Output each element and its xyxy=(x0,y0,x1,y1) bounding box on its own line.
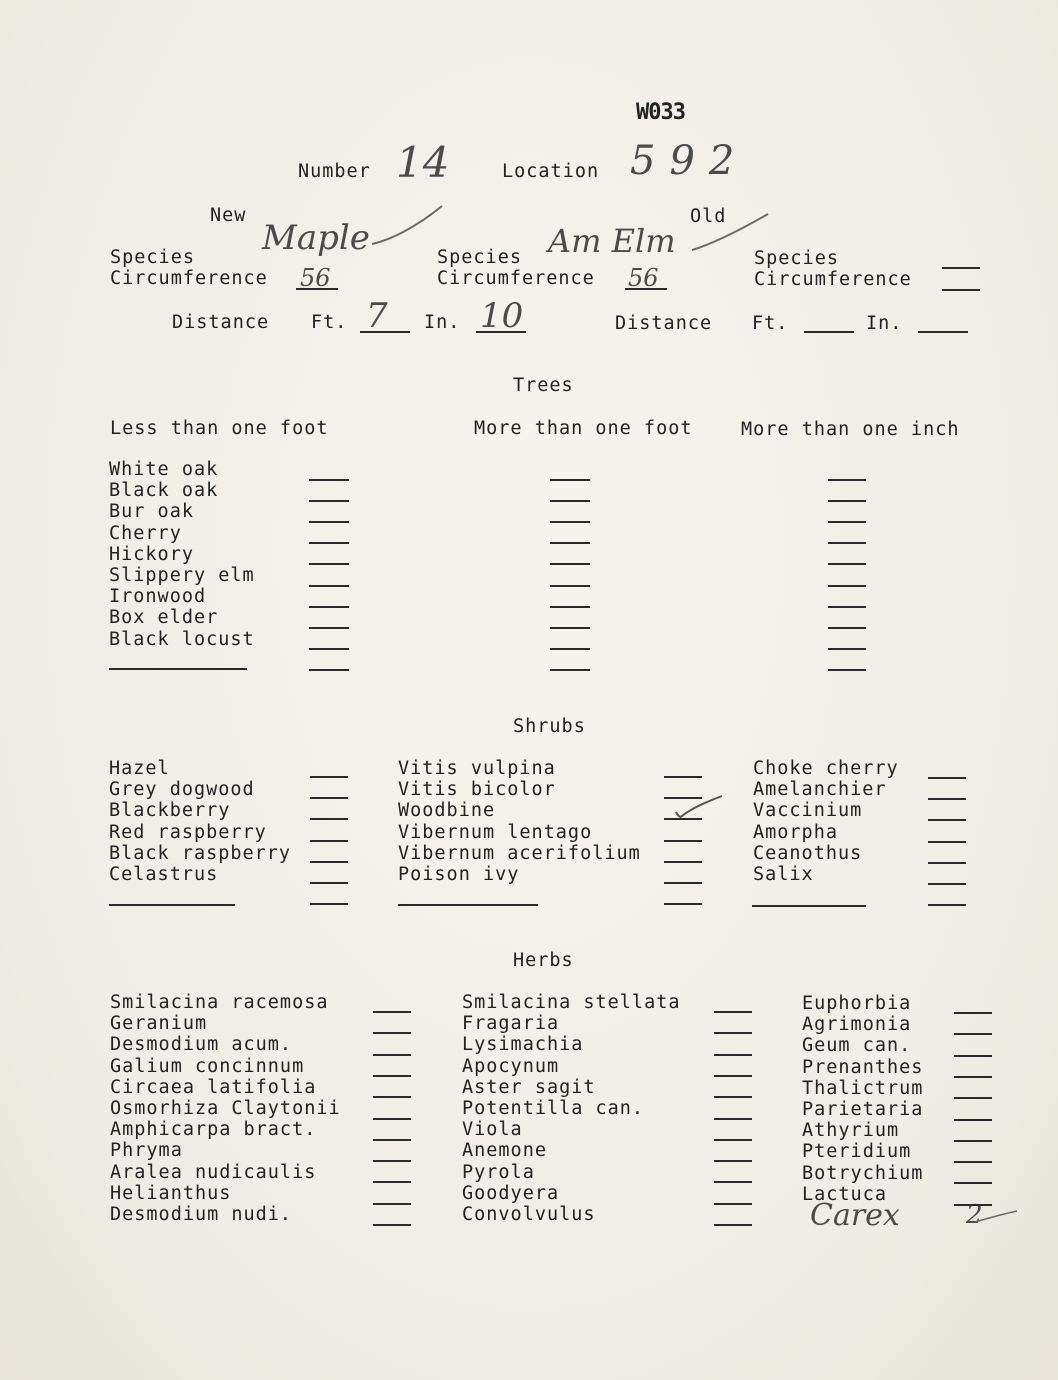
answer-blank-line xyxy=(550,585,590,587)
herb-species-item: Helianthus xyxy=(110,1182,232,1204)
herb-species-item: Thalictrum xyxy=(802,1077,924,1099)
species-label-old1: Species xyxy=(437,247,522,268)
old2-species-blank xyxy=(942,267,980,269)
in-label-1: In. xyxy=(424,312,461,333)
herb-species-item: Euphorbia xyxy=(802,993,912,1014)
tree-species-item: Bur oak xyxy=(109,501,194,523)
answer-blank-line xyxy=(310,840,348,842)
herb-species-item: Anemone xyxy=(462,1140,547,1162)
shrub-species-item: Woodbine xyxy=(398,800,496,822)
trees-col1-heading: Less than one foot xyxy=(110,418,329,439)
old-label: Old xyxy=(690,206,727,227)
herb-species-item: Smilacina stellata xyxy=(462,992,681,1013)
woodbine-check-icon xyxy=(670,794,730,824)
herb-species-item: Goodyera xyxy=(462,1182,560,1204)
answer-blank-line xyxy=(954,1055,992,1057)
ft-label-1: Ft. xyxy=(311,312,348,333)
trees-more-than-foot-blanks xyxy=(550,479,590,679)
tree-species-item: Slippery elm xyxy=(109,564,255,586)
herbs-title: Herbs xyxy=(513,950,574,971)
distance-ft-blank-2 xyxy=(804,331,854,333)
herb-species-item: Lactuca xyxy=(802,1183,887,1205)
distance-label-2: Distance xyxy=(615,313,713,334)
old2-circumference-blank xyxy=(942,289,980,291)
answer-blank-line xyxy=(928,904,966,906)
answer-blank-line xyxy=(954,1012,992,1014)
answer-blank-line xyxy=(714,1011,752,1013)
herb-species-item: Geum can. xyxy=(802,1035,912,1057)
answer-blank-line xyxy=(714,1203,752,1205)
shrub-species-item: Red raspberry xyxy=(109,821,267,843)
distance-in-blank-2 xyxy=(918,331,968,333)
answer-blank-line xyxy=(550,521,590,523)
shrubs-col1-extra-blank xyxy=(109,904,235,906)
circumference-label-new: Circumference xyxy=(110,268,268,289)
tree-species-item: White oak xyxy=(109,459,219,480)
herb-species-item: Potentilla can. xyxy=(462,1097,645,1119)
herb-species-item: Aralea nudicaulis xyxy=(110,1161,317,1183)
stamp-number xyxy=(636,100,685,125)
answer-blank-line xyxy=(550,606,590,608)
shrub-species-item: Grey dogwood xyxy=(109,779,255,801)
answer-blank-line xyxy=(373,1011,411,1013)
stamp-number-text: W033 xyxy=(636,100,685,125)
answer-blank-line xyxy=(373,1075,411,1077)
answer-blank-line xyxy=(828,500,866,502)
shrub-species-item: Vibernum acerifolium xyxy=(398,842,641,864)
answer-blank-line xyxy=(309,563,349,565)
answer-blank-line xyxy=(954,1076,992,1078)
old-circumference-value: 56 xyxy=(628,264,659,292)
old-circumference-blank xyxy=(625,288,667,290)
herb-species-item: Pyrola xyxy=(462,1161,535,1183)
answer-blank-line xyxy=(310,882,348,884)
answer-blank-line xyxy=(664,776,702,778)
herbs-col1-list xyxy=(110,992,341,1225)
answer-blank-line xyxy=(714,1096,752,1098)
herbs-col2-blanks xyxy=(714,1011,752,1251)
shrub-species-item: Vibernum lentago xyxy=(398,821,593,843)
answer-blank-line xyxy=(954,1097,992,1099)
herb-species-item: Aster sagit xyxy=(462,1076,596,1098)
shrub-species-item: Celastrus xyxy=(109,863,219,885)
answer-blank-line xyxy=(714,1054,752,1056)
new-label: New xyxy=(210,205,247,226)
answer-blank-line xyxy=(714,1224,752,1226)
answer-blank-line xyxy=(954,1204,992,1206)
shrubs-col1-list xyxy=(109,758,291,885)
distance-label-1: Distance xyxy=(172,312,270,333)
new-circumference-value: 56 xyxy=(300,264,331,292)
answer-blank-line xyxy=(828,627,866,629)
herb-species-item: Convolvulus xyxy=(462,1203,596,1225)
herb-species-item: Geranium xyxy=(110,1013,208,1035)
answer-blank-line xyxy=(714,1032,752,1034)
herb-species-item: Botrychium xyxy=(802,1162,924,1184)
answer-blank-line xyxy=(928,862,966,864)
herb-species-item: Apocynum xyxy=(462,1055,560,1077)
herb-species-item: Amphicarpa bract. xyxy=(110,1119,317,1141)
shrub-species-item: Choke cherry xyxy=(753,758,899,779)
herb-species-item: Smilacina racemosa xyxy=(110,992,329,1013)
answer-blank-line xyxy=(828,542,866,544)
answer-blank-line xyxy=(828,669,866,671)
herbs-col3-list xyxy=(802,993,923,1205)
answer-blank-line xyxy=(714,1181,752,1183)
shrubs-col3-blanks xyxy=(928,777,966,917)
herb-species-item: Osmorhiza Claytonii xyxy=(110,1097,341,1119)
answer-blank-line xyxy=(928,841,966,843)
species-label-new: Species xyxy=(110,247,195,268)
herbs-col1-blanks xyxy=(373,1011,411,1251)
location-value: 592 xyxy=(630,138,749,184)
answer-blank-line xyxy=(928,819,966,821)
herb-species-item: Athyrium xyxy=(802,1120,900,1142)
ft-label-2: Ft. xyxy=(752,313,789,334)
answer-blank-line xyxy=(664,882,702,884)
trees-title: Trees xyxy=(513,375,574,396)
herb-species-item: Parietaria xyxy=(802,1098,924,1120)
tree-species-item: Hickory xyxy=(109,543,194,565)
shrubs-col1-blanks xyxy=(310,776,348,916)
trees-col2-heading: More than one foot xyxy=(474,418,693,439)
answer-blank-line xyxy=(550,500,590,502)
new-species-check-icon xyxy=(370,200,460,250)
answer-blank-line xyxy=(954,1033,992,1035)
shrubs-col3-extra-blank xyxy=(752,905,866,907)
answer-blank-line xyxy=(828,606,866,608)
shrubs-col2-extra-blank xyxy=(398,904,538,906)
tree-species-item: Ironwood xyxy=(109,586,207,608)
distance-ft-value: 7 xyxy=(366,296,388,336)
answer-blank-line xyxy=(550,648,590,650)
trees-less-than-foot-blanks xyxy=(309,479,349,679)
trees-col3-heading: More than one inch xyxy=(741,419,960,440)
distance-in-blank xyxy=(476,331,526,333)
herb-species-item: Viola xyxy=(462,1119,523,1141)
answer-blank-line xyxy=(550,627,590,629)
herb-species-item: Fragaria xyxy=(462,1013,560,1035)
old-species-value: Am Elm xyxy=(548,222,676,260)
trees-more-than-inch-blanks xyxy=(828,479,866,679)
answer-blank-line xyxy=(373,1032,411,1034)
answer-blank-line xyxy=(928,883,966,885)
answer-blank-line xyxy=(550,479,590,481)
shrub-species-item: Amelanchier xyxy=(753,779,887,801)
herbs-handwritten-entry: Carex xyxy=(810,1198,900,1233)
shrub-species-item: Vitis vulpina xyxy=(398,758,556,779)
answer-blank-line xyxy=(310,776,348,778)
answer-blank-line xyxy=(954,1182,992,1184)
shrubs-title: Shrubs xyxy=(513,716,586,737)
shrub-species-item: Hazel xyxy=(109,758,170,779)
in-label-2: In. xyxy=(866,313,903,334)
tree-species-item: Cherry xyxy=(109,522,182,544)
distance-in-value: 10 xyxy=(480,296,524,336)
new-circumference-blank xyxy=(296,288,338,290)
shrub-species-item: Poison ivy xyxy=(398,863,520,885)
herbs-col3-blanks xyxy=(954,1012,992,1212)
answer-blank-line xyxy=(664,840,702,842)
answer-blank-line xyxy=(309,648,349,650)
distance-ft-blank xyxy=(360,331,410,333)
herb-species-item: Phryma xyxy=(110,1140,183,1162)
shrub-species-item: Amorpha xyxy=(753,821,838,843)
answer-blank-line xyxy=(828,585,866,587)
answer-blank-line xyxy=(550,669,590,671)
answer-blank-line xyxy=(309,606,349,608)
species-label-old2: Species xyxy=(754,248,839,269)
answer-blank-line xyxy=(373,1224,411,1226)
answer-blank-line xyxy=(550,542,590,544)
number-value: 14 xyxy=(396,138,450,187)
answer-blank-line xyxy=(309,542,349,544)
herb-species-item: Lysimachia xyxy=(462,1034,584,1056)
answer-blank-line xyxy=(828,521,866,523)
answer-blank-line xyxy=(309,669,349,671)
trees-extra-species-blank xyxy=(109,668,247,670)
shrub-species-item: Ceanothus xyxy=(753,842,863,864)
answer-blank-line xyxy=(928,798,966,800)
answer-blank-line xyxy=(664,903,702,905)
answer-blank-line xyxy=(714,1160,752,1162)
answer-blank-line xyxy=(373,1181,411,1183)
shrub-species-item: Salix xyxy=(753,863,814,885)
answer-blank-line xyxy=(373,1096,411,1098)
shrub-species-item: Black raspberry xyxy=(109,842,292,864)
number-label: Number xyxy=(298,161,371,182)
tree-species-item: Black oak xyxy=(109,480,219,502)
answer-blank-line xyxy=(828,648,866,650)
shrub-species-item: Vaccinium xyxy=(753,800,863,822)
herb-species-item: Desmodium acum. xyxy=(110,1034,293,1056)
answer-blank-line xyxy=(309,627,349,629)
answer-blank-line xyxy=(714,1075,752,1077)
answer-blank-line xyxy=(954,1161,992,1163)
herb-species-item: Pteridium xyxy=(802,1141,912,1163)
herbs-handwritten-count: 2 xyxy=(966,1200,983,1230)
circumference-label-old1: Circumference xyxy=(437,268,595,289)
answer-blank-line xyxy=(310,818,348,820)
answer-blank-line xyxy=(373,1118,411,1120)
tree-species-item: Black locust xyxy=(109,628,255,650)
answer-blank-line xyxy=(309,500,349,502)
answer-blank-line xyxy=(373,1054,411,1056)
answer-blank-line xyxy=(550,563,590,565)
circumference-label-old2: Circumference xyxy=(754,269,912,290)
old-species-check-icon xyxy=(690,208,780,258)
answer-blank-line xyxy=(828,479,866,481)
tree-species-item: Box elder xyxy=(109,607,219,629)
answer-blank-line xyxy=(828,563,866,565)
answer-blank-line xyxy=(664,861,702,863)
answer-blank-line xyxy=(309,479,349,481)
herb-species-item: Galium concinnum xyxy=(110,1055,305,1077)
herb-species-item: Desmodium nudi. xyxy=(110,1203,293,1225)
herb-species-item: Circaea latifolia xyxy=(110,1076,317,1098)
answer-blank-line xyxy=(714,1118,752,1120)
answer-blank-line xyxy=(954,1140,992,1142)
shrub-species-item: Blackberry xyxy=(109,800,231,822)
new-species-value: Maple xyxy=(262,218,370,258)
answer-blank-line xyxy=(310,861,348,863)
answer-blank-line xyxy=(373,1139,411,1141)
answer-blank-line xyxy=(373,1203,411,1205)
answer-blank-line xyxy=(310,903,348,905)
answer-blank-line xyxy=(954,1119,992,1121)
answer-blank-line xyxy=(928,777,966,779)
herb-species-item: Prenanthes xyxy=(802,1056,924,1078)
answer-blank-line xyxy=(309,585,349,587)
shrubs-col3-list xyxy=(753,758,899,885)
trees-species-list xyxy=(109,459,255,650)
location-label: Location xyxy=(502,161,600,182)
herb-species-item: Agrimonia xyxy=(802,1014,912,1036)
answer-blank-line xyxy=(310,797,348,799)
answer-blank-line xyxy=(714,1139,752,1141)
answer-blank-line xyxy=(309,521,349,523)
answer-blank-line xyxy=(373,1160,411,1162)
shrubs-col2-list xyxy=(398,758,641,885)
shrub-species-item: Vitis bicolor xyxy=(398,779,556,801)
herbs-col2-list xyxy=(462,992,680,1225)
